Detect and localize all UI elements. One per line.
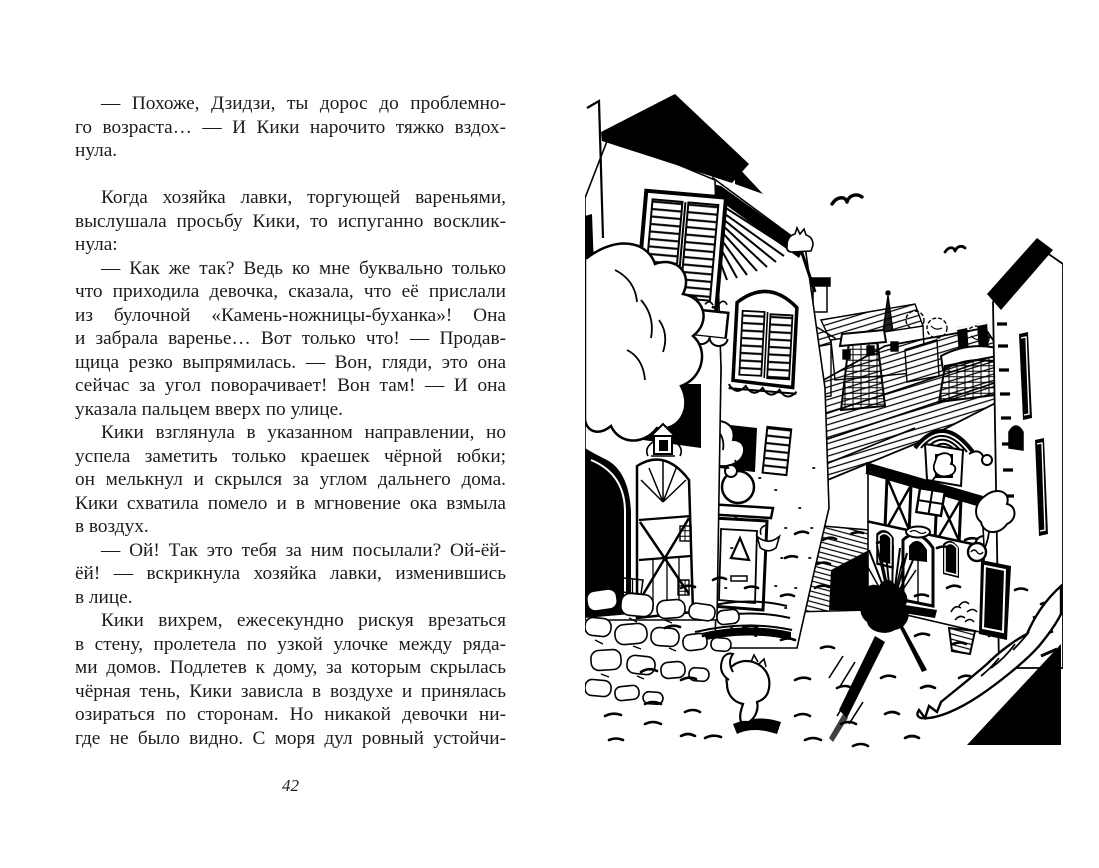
- side-shutter-window: [763, 427, 792, 475]
- street-cat: [721, 654, 781, 735]
- paragraph: [75, 92, 506, 163]
- dormer: [915, 431, 992, 486]
- text-line: из булочной «Камень-ножницы-буханка»! Она: [75, 304, 506, 326]
- text-line: щица резко выпрямилась. — Вон, гляди, это она: [75, 351, 506, 373]
- street-illustration: [585, 88, 1063, 760]
- text-line: где не было видно. С моря дул ровный устойчи-: [75, 727, 506, 749]
- text-line: нула.: [75, 140, 118, 161]
- text-line: Когда хозяйка лавки, торгующей вареньями,: [101, 187, 506, 208]
- text-line: он мелькнул и скрылся за углом дальнего дома.: [75, 469, 506, 490]
- paragraph: [75, 421, 506, 539]
- text-line: ёй! — вскрикнула хозяйка лавки, изменившись: [75, 563, 506, 584]
- paragraph: [75, 257, 506, 422]
- dormer-curtain: [934, 453, 956, 476]
- text-line: в воздух.: [75, 516, 149, 537]
- text-line: в стену, пролетела по узкой улочке между ряда-: [75, 633, 506, 655]
- text-line: — Похоже, Дзидзи, ты дорос до проблемно-: [101, 93, 506, 114]
- paragraph: [75, 539, 506, 610]
- text-line: — Ой! Так это тебя за ним посылали? Ой-ёй-: [101, 539, 506, 561]
- text-line: и забрала варенье… Вот только что! — Продав-: [75, 328, 506, 349]
- text-line: Кики вихрем, ежесекундно рискуя врезаться: [101, 610, 506, 631]
- page-number: 42: [282, 776, 299, 795]
- paragraph: [75, 609, 506, 750]
- brick-chimney: [840, 330, 886, 410]
- text-line: Кики схватила помело и в мгновение ока взмыла: [75, 492, 506, 514]
- paragraph: [75, 186, 506, 257]
- text-line: — Как же так? Ведь ко мне буквально только: [101, 257, 506, 279]
- text-line: в лице.: [75, 586, 133, 608]
- text-line: указала пальцем вверх по улице.: [75, 398, 343, 420]
- broom-handle: [897, 622, 927, 672]
- text-line: озираться по сторонам. Но никакой девочки ни-: [75, 704, 506, 725]
- text-line: успела заметить только краешек чёрной юбки;: [75, 445, 506, 467]
- text-line: выслушала просьбу Кики, то испуганно восклик-: [75, 210, 506, 232]
- roof-cat: [787, 228, 813, 252]
- tower-arched-window: [1009, 426, 1023, 450]
- text-line: Кики взглянула в указанном направлении, но: [101, 422, 506, 443]
- arched-shutter-window: [728, 290, 801, 397]
- text-line: чёрная тень, Кики зависла в воздухе и принялась: [75, 680, 506, 702]
- text-line: ми домов. Подлетев к дому, за которым скрылась: [75, 657, 506, 678]
- birds: [832, 195, 965, 252]
- timber-window: [916, 488, 944, 516]
- bird-icon: [945, 246, 965, 252]
- text-line: сейчас за угол поворачивает! Вон там! — И она: [75, 375, 506, 396]
- bird-icon: [832, 195, 862, 204]
- text-line: нула:: [75, 234, 118, 255]
- text-line: что приходила девочка, сказала, что её прислали: [75, 281, 506, 302]
- billowing-curtain: [585, 244, 704, 448]
- text-line: го возраста… — И Кики нарочито тяжко вздох-: [75, 116, 506, 138]
- text-block: [75, 92, 506, 750]
